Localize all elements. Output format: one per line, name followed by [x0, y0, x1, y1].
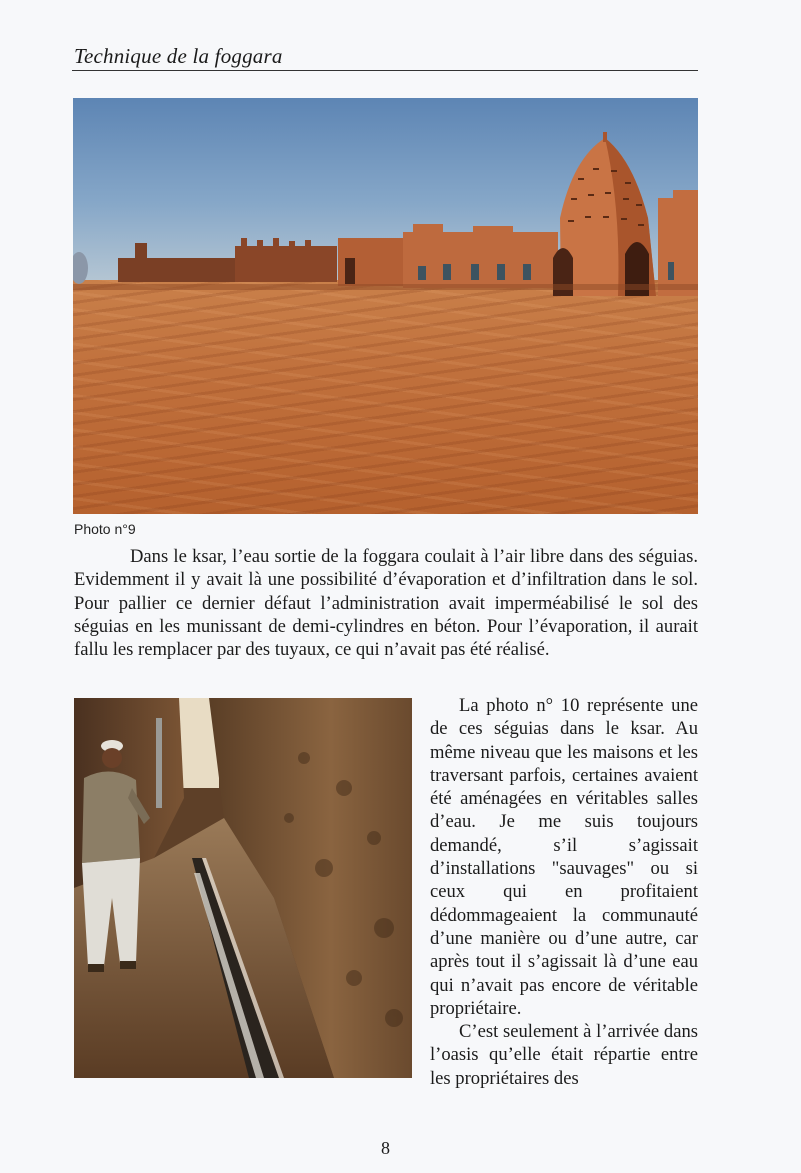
photo-9-caption: Photo n°9 — [74, 521, 136, 537]
paragraph-1: Dans le ksar, l’eau sortie de la foggara coulait à l’air libre dans des séguias. Evidemment il y avait là une possibilité d’évaporation et d’infiltration dans le sol. Pour pallier ce dernier défaut l’administration avait imperméabilisé le sol des séguias en les munissant de demi-cylindres en béton. Pour l’évaporation, il aurait fallu les remplacer par des tuyaux, ce qui n’avait pas été réalisé. — [74, 546, 698, 661]
header-rule — [72, 70, 698, 71]
photo-9-buildings — [73, 98, 698, 514]
photo-10 — [74, 698, 412, 1078]
photo-9 — [73, 98, 698, 514]
running-title: Technique de la foggara — [74, 44, 283, 68]
page-number: 8 — [381, 1138, 390, 1158]
photo-10-scene — [74, 698, 412, 1078]
paragraph-2: La photo n° 10 représente une de ces séguias dans le ksar. Au même niveau que les maisons et les traversant parfois, certaines avaient été aménagées en véritables salles d’eau. Je me suis toujours demandé, s’il s’agissait d’installations "sauvages" ou si ceux qui en profitaient dédommageaient la communauté d’une manière ou d’une autre, car après tout il s’agissait là d’une eau qui n’avait pas encore de véritable propriétaire. — [430, 695, 698, 1019]
paragraph-3: C’est seulement à l’arrivée dans l’oasis qu’elle était répartie entre les propriétaires des — [430, 1021, 698, 1089]
